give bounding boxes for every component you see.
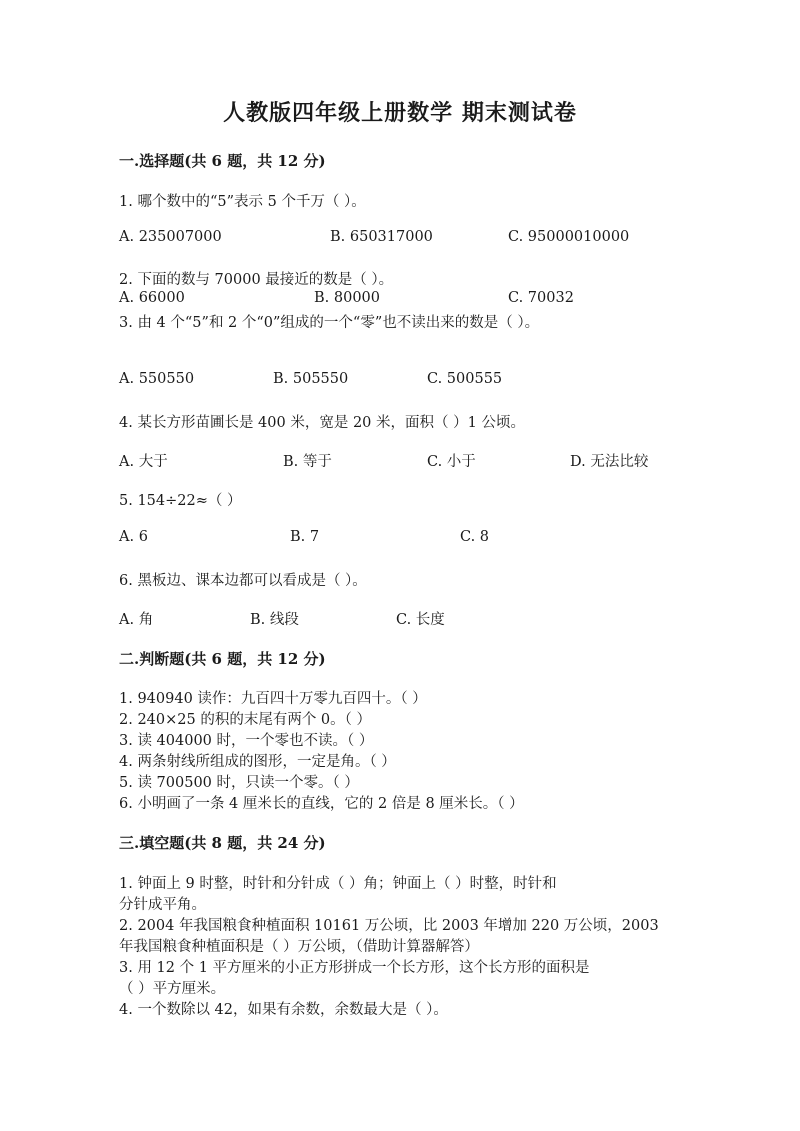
- option-text: A. 6: [119, 529, 148, 545]
- option-text: C. 长度: [396, 612, 445, 628]
- question-text: 1. 哪个数中的“5”表示 5 个千万（ ）。: [119, 194, 366, 210]
- option-text: C. 70032: [508, 290, 574, 306]
- option-text: A. 角: [119, 612, 154, 628]
- question-text: 5. 154÷22≈（ ）: [119, 493, 242, 509]
- option-text: B. 等于: [283, 454, 332, 470]
- question-text: 6. 黑板边、课本边都可以看成是（ ）。: [119, 573, 367, 589]
- statement-text: 5. 读 700500 时，只读一个零。（ ）: [119, 775, 359, 791]
- option-text: B. 线段: [250, 612, 299, 628]
- option-text: C. 小于: [427, 454, 476, 470]
- statement-text: 4. 两条射线所组成的图形，一定是角。（ ）: [119, 754, 396, 770]
- statement-text: 2. 240×25 的积的末尾有两个 0。（ ）: [119, 712, 372, 728]
- option-text: A. 66000: [119, 290, 185, 306]
- statement-text: 6. 小明画了一条 4 厘米长的直线，它的 2 倍是 8 厘米长。（ ）: [119, 796, 524, 812]
- option-text: B. 505550: [273, 371, 349, 387]
- question-text: （ ）平方厘米。: [119, 981, 226, 997]
- statement-text: 3. 读 404000 时，一个零也不读。（ ）: [119, 733, 374, 749]
- question-text: 1. 钟面上 9 时整，时针和分针成（ ）角；钟面上（ ）时整，时针和: [119, 876, 557, 892]
- section-heading-fill-blank: 三.填空题(共 8 题，共 24 分): [119, 834, 326, 852]
- section-heading-choice: 一.选择题(共 6 题，共 12 分): [119, 152, 326, 170]
- question-text: 4. 一个数除以 42，如果有余数，余数最大是（ ）。: [119, 1002, 448, 1018]
- option-text: B. 650317000: [330, 229, 433, 245]
- statement-text: 1. 940940 读作：九百四十万零九百四十。（ ）: [119, 691, 427, 707]
- option-text: D. 无法比较: [570, 454, 649, 470]
- question-text: 3. 用 12 个 1 平方厘米的小正方形拼成一个长方形，这个长方形的面积是: [119, 960, 590, 976]
- option-text: B. 80000: [314, 290, 381, 306]
- question-text: 年我国粮食种植面积是（ ）万公顷，（借助计算器解答）: [119, 939, 479, 955]
- option-text: C. 8: [460, 529, 490, 545]
- section-heading-judgement: 二.判断题(共 6 题，共 12 分): [119, 650, 326, 668]
- option-text: A. 大于: [119, 454, 168, 470]
- question-text: 2. 2004 年我国粮食种植面积 10161 万公顷，比 2003 年增加 220 万公顷，2003: [119, 918, 659, 934]
- question-text: 4. 某长方形苗圃长是 400 米，宽是 20 米，面积（ ）1 公顷。: [119, 415, 525, 431]
- option-text: A. 550550: [119, 371, 195, 387]
- question-text: 3. 由 4 个“5”和 2 个“0”组成的一个“零”也不读出来的数是（ ）。: [119, 315, 540, 331]
- question-text: 2. 下面的数与 70000 最接近的数是（ ）。: [119, 272, 394, 288]
- page-title: 人教版四年级上册数学 期末测试卷: [223, 100, 577, 126]
- option-text: B. 7: [290, 529, 320, 545]
- option-text: A. 235007000: [119, 229, 222, 245]
- option-text: C. 500555: [427, 371, 503, 387]
- option-text: C. 95000010000: [508, 229, 630, 245]
- question-text: 分针成平角。: [119, 897, 206, 913]
